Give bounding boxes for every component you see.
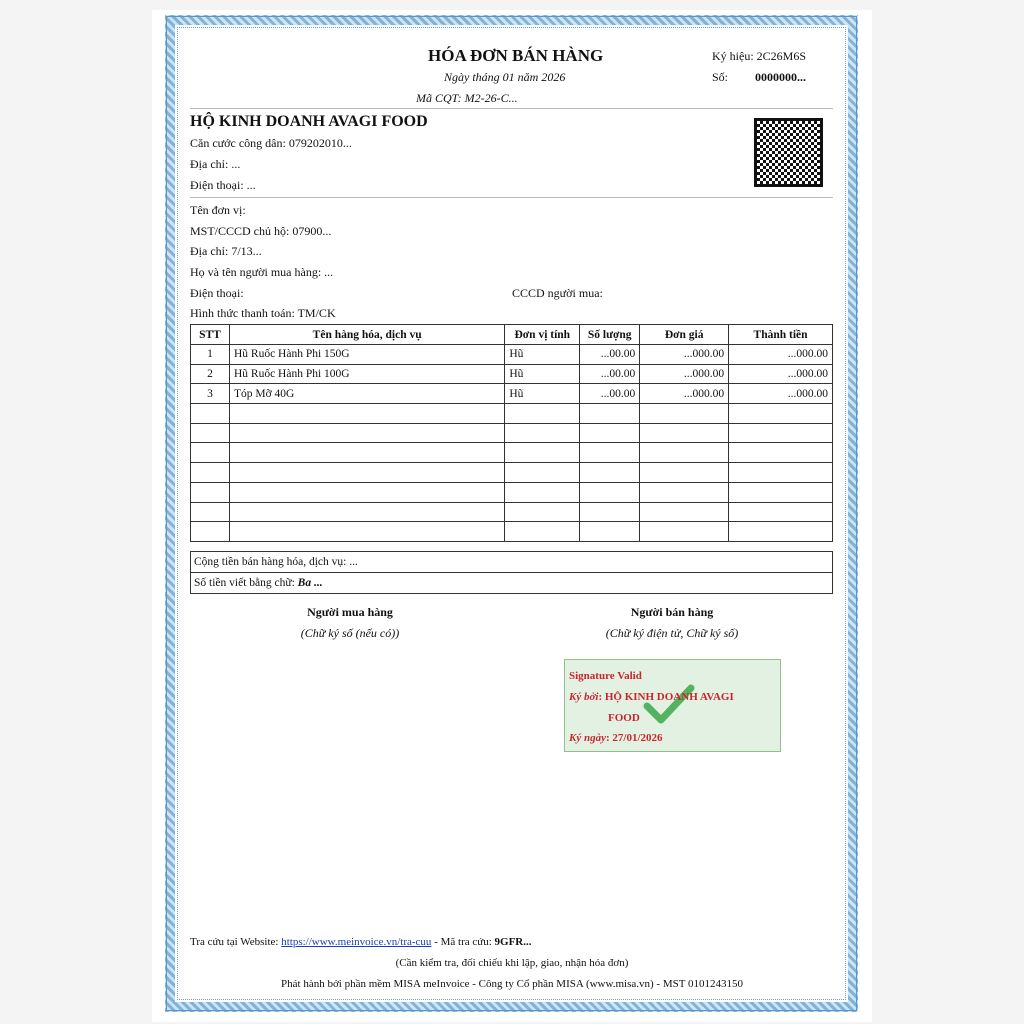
buyer-phone: Điện thoại: — [190, 286, 244, 300]
signed-by-cont: FOOD — [608, 712, 640, 724]
cell-name: Tóp Mỡ 40G — [229, 384, 504, 404]
table-header-row — [191, 325, 833, 345]
lookup-line — [190, 936, 532, 948]
signed-by-value: HỘ KINH DOANH AVAGI — [604, 691, 734, 703]
cell-unit: Hũ — [505, 345, 580, 365]
seller-sign-note: (Chữ ký điện tử, Chữ ký số) — [605, 626, 739, 640]
seller-id: Căn cước công dân: 079202010... — [190, 136, 352, 150]
publisher-line: Phát hành bởi phần mềm MISA meInvoice - Công ty Cổ phần MISA (www.misa.vn) - MST 0101243150 — [281, 978, 743, 990]
col-unit: Đơn vị tính — [505, 325, 580, 345]
cell-price: ...000.00 — [640, 364, 729, 384]
cell-stt: 1 — [191, 345, 230, 365]
lookup-code: 9GFR... — [494, 936, 532, 948]
table-row — [191, 345, 833, 365]
buyer-name: Họ và tên người mua hàng: ... — [190, 265, 334, 279]
buyer-cccd: CCCD người mua: — [512, 286, 603, 300]
signed-date-value: 27/01/2026 — [612, 732, 663, 744]
col-amount: Thành tiền — [729, 325, 833, 345]
col-stt: STT — [191, 325, 230, 345]
cell-amount: ...000.00 — [729, 364, 833, 384]
cqt-code: Mã CQT: M2-26-C... — [416, 91, 518, 105]
signed-by-label: Ký bởi — [569, 691, 599, 703]
seller-name: HỘ KINH DOANH AVAGI FOOD — [190, 113, 428, 130]
payment-method: Hình thức thanh toán: TM/CK — [190, 306, 336, 320]
cell-qty: ...00.00 — [580, 384, 640, 404]
number-label: Số: — [712, 70, 729, 84]
cell-unit: Hũ — [505, 384, 580, 404]
total-amount: Cộng tiền bán hàng hóa, dịch vụ: ... — [191, 551, 832, 572]
col-qty: Số lượng — [580, 325, 640, 345]
cell-name: Hũ Ruốc Hành Phi 100G — [229, 364, 504, 384]
invoice-date: Ngày tháng 01 năm 2026 — [444, 70, 566, 84]
cell-stt: 3 — [191, 384, 230, 404]
table-row — [191, 364, 833, 384]
buyer-tax-id: MST/CCCD chủ hộ: 07900... — [190, 224, 332, 238]
empty-row — [191, 443, 833, 463]
totals-block — [190, 551, 833, 594]
lookup-label: Tra cứu tại Website: — [190, 936, 279, 948]
seller-phone: Điện thoại: ... — [190, 178, 256, 192]
seller-sign-title: Người bán hàng — [630, 605, 714, 619]
symbol-value: 2C26M6S — [756, 49, 807, 63]
cell-amount: ...000.00 — [729, 345, 833, 365]
buyer-sign-note: (Chữ ký số (nếu có)) — [300, 626, 400, 640]
signature-status: Signature Valid — [569, 670, 642, 682]
signed-by: Ký bởi: HỘ KINH DOANH AVAGI — [569, 691, 734, 703]
buyer-address: Địa chỉ: 7/13... — [190, 244, 262, 258]
words-label: Số tiền viết bằng chữ: — [194, 577, 295, 589]
cell-amount: ...000.00 — [729, 384, 833, 404]
buyer-unit: Tên đơn vị: — [190, 203, 246, 217]
words-value: Ba ... — [297, 577, 323, 589]
table-row — [191, 384, 833, 404]
invoice-title: HÓA ĐƠN BÁN HÀNG — [428, 46, 604, 65]
seller-address: Địa chỉ: ... — [190, 157, 241, 171]
cell-qty: ...00.00 — [580, 364, 640, 384]
verify-note: (Cần kiểm tra, đối chiếu khi lập, giao, nhận hóa đơn) — [395, 957, 629, 969]
empty-row — [191, 522, 833, 542]
buyer-sign-title: Người mua hàng — [307, 605, 393, 619]
items-table — [190, 324, 833, 542]
empty-row — [191, 423, 833, 443]
lookup-link[interactable]: https://www.meinvoice.vn/tra-cuu — [281, 936, 432, 948]
signed-date: Ký ngày: 27/01/2026 — [569, 732, 663, 744]
empty-row — [191, 482, 833, 502]
col-name: Tên hàng hóa, dịch vụ — [229, 325, 504, 345]
cell-stt: 2 — [191, 364, 230, 384]
symbol-label: Ký hiệu: — [712, 49, 754, 63]
invoice-number: 0000000... — [755, 70, 806, 84]
cell-unit: Hũ — [505, 364, 580, 384]
empty-row — [191, 463, 833, 483]
col-price: Đơn giá — [640, 325, 729, 345]
qr-code — [754, 118, 823, 187]
amount-in-words — [191, 572, 832, 593]
cell-price: ...000.00 — [640, 345, 729, 365]
lookup-code-label: - Mã tra cứu: — [434, 936, 492, 948]
cell-name: Hũ Ruốc Hành Phi 150G — [229, 345, 504, 365]
empty-row — [191, 502, 833, 522]
cell-price: ...000.00 — [640, 384, 729, 404]
empty-row — [191, 404, 833, 424]
digital-signature-stamp — [564, 659, 781, 752]
symbol — [712, 49, 806, 64]
signed-date-label: Ký ngày — [569, 732, 606, 744]
cell-qty: ...00.00 — [580, 345, 640, 365]
